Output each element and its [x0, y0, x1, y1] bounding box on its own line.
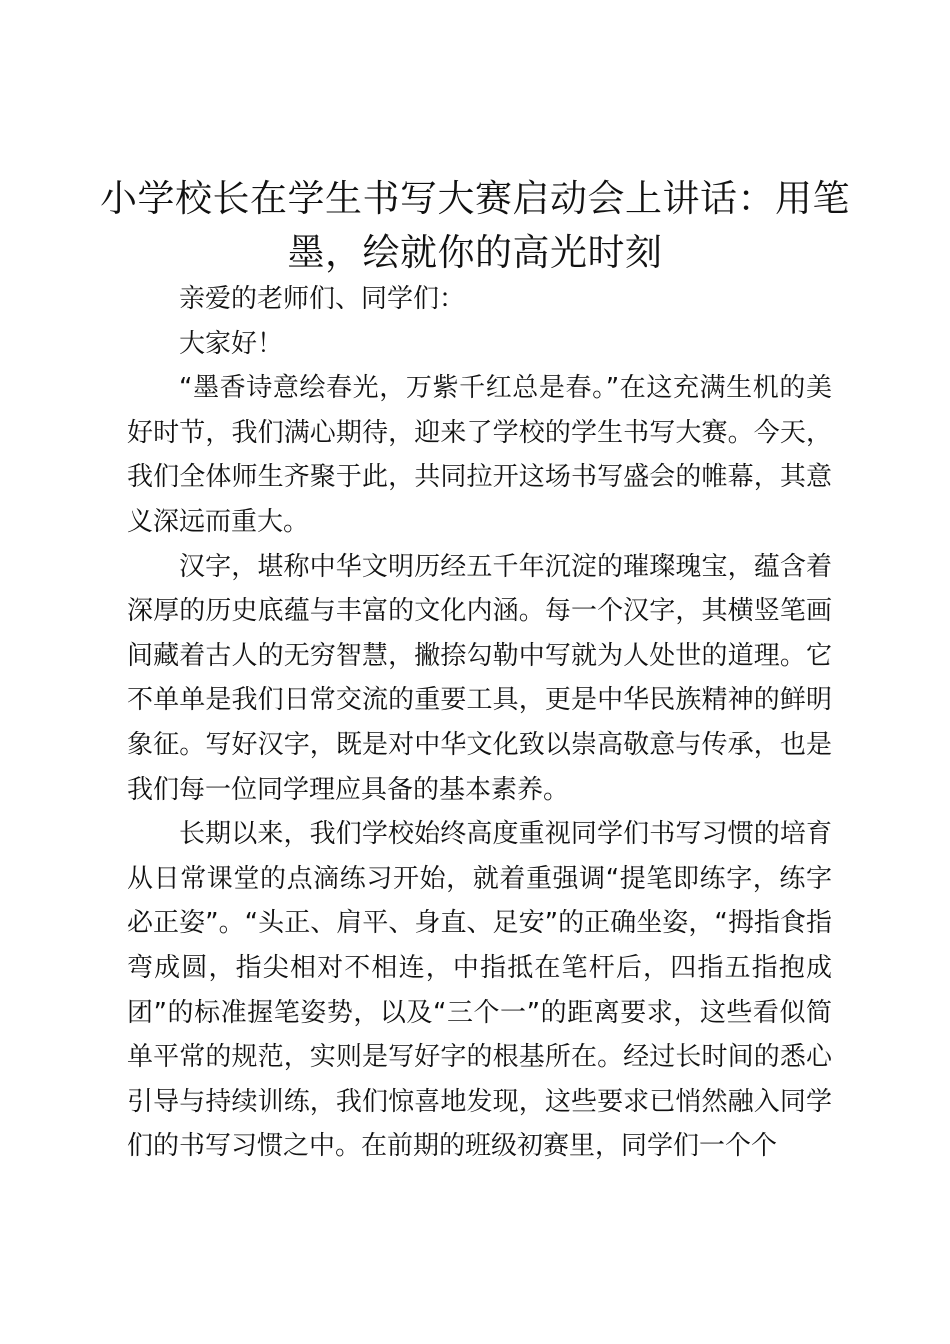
greeting: 大家好！ [179, 328, 284, 359]
paragraph: “墨香诗意绘春光，万紫千红总是春。”在这充满生机的美好时节，我们满心期待，迎来了学校的学生书写大赛。今天，我们全体师生齐聚于此，共同拉开这场书写盛会的帷幕，其意义深远而重大。 [127, 373, 832, 537]
salutation: 亲爱的老师们、同学们： [179, 284, 466, 314]
document-title: 小学校长在学生书写大赛启动会上讲话：用笔墨，绘就你的高光时刻 [100, 177, 850, 274]
paragraph: 汉字，堪称中华文明历经五千年沉淀的璀璨瑰宝，蕴含着深厚的历史底蕴与丰富的文化内涵。每一个汉字，其横竖笔画间藏着古人的无穷智慧，撇捺勾勒中写就为人处世的道理。它不单单是我们日常交流的重要工具，更是中华民族精神的鲜明象征。写好汉字，既是对中华文化致以崇高敬意与传承，也是我们每一位同学理应具备的基本素养。 [127, 551, 832, 805]
document-body [127, 277, 832, 1169]
paragraph: 长期以来，我们学校始终高度重视同学们书写习惯的培育从日常课堂的点滴练习开始，就着重强调“提笔即练字，练字必正姿”。“头正、肩平、身直、足安”的正确坐姿，“拇指食指弯成圆，指尖相对不相连，中指抵在笔杆后，四指五指抱成团”的标准握笔姿势，以及“三个一”的距离要求，这些看似简单平常的规范，实则是写好字的根基所在。经过长时间的悉心引导与持续训练，我们惊喜地发现，这些要求已悄然融入同学们的书写习惯之中。在前期的班级初赛里，同学们一个个 [127, 819, 832, 1162]
